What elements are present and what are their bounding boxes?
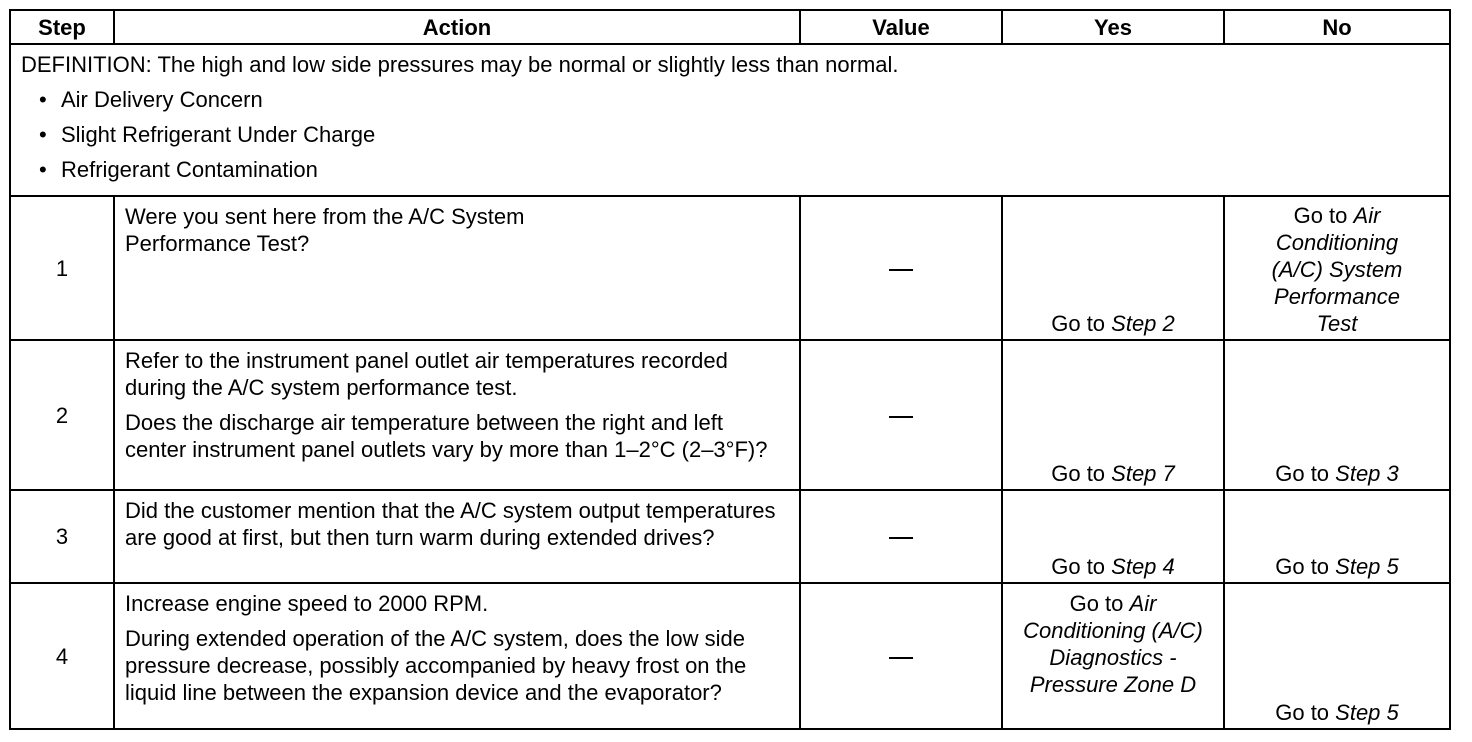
- action-text: Does the discharge air temperature between the right and left center instrument panel outlets vary by more than 1–2°C (2–3°F)?: [125, 410, 768, 462]
- yes-prefix: Go to: [1051, 461, 1112, 486]
- no-cell: [1224, 583, 1450, 729]
- yes-prefix: Go to: [1069, 591, 1130, 616]
- definition-row: [10, 44, 1450, 196]
- table-row: [10, 583, 1450, 729]
- dash-value: [889, 537, 913, 539]
- value-cell: [800, 340, 1002, 490]
- dash-value: [889, 416, 913, 418]
- step-number: 4: [10, 583, 114, 729]
- action-text: During extended operation of the A/C system, does the low side pressure decrease, possibly accompanied by heavy frost on the liquid line between the expansion device and the evaporator?: [125, 626, 747, 705]
- action-text: Increase engine speed to 2000 RPM.: [125, 591, 489, 616]
- header-action: Action: [114, 10, 800, 44]
- table-row: [10, 490, 1450, 583]
- action-cell: [114, 490, 800, 583]
- header-no: No: [1224, 10, 1450, 44]
- dash-value: [889, 657, 913, 659]
- value-cell: [800, 583, 1002, 729]
- yes-link[interactable]: Air Conditioning (A/C) Diagnostics - Pressure Zone D: [1023, 591, 1203, 697]
- value-cell: [800, 196, 1002, 340]
- action-cell: [114, 340, 800, 490]
- table-row: [10, 196, 1450, 340]
- no-prefix: Go to: [1275, 554, 1336, 579]
- definition-text: DEFINITION: The high and low side pressures may be normal or slightly less than normal.: [21, 52, 899, 77]
- action-cell: [114, 196, 800, 340]
- dash-value: [889, 269, 913, 271]
- definition-bullet: • Refrigerant Contamination: [61, 156, 1443, 183]
- no-link[interactable]: Step 5: [1335, 700, 1399, 725]
- no-prefix: Go to: [1275, 461, 1336, 486]
- yes-cell: [1002, 196, 1224, 340]
- yes-link[interactable]: Step 4: [1111, 554, 1175, 579]
- no-cell: [1224, 490, 1450, 583]
- yes-prefix: Go to: [1051, 554, 1112, 579]
- action-text: Refer to the instrument panel outlet air temperatures recorded during the A/C system performance test.: [125, 348, 728, 400]
- definition-bullet: • Air Delivery Concern: [61, 86, 1443, 113]
- header-value: Value: [800, 10, 1002, 44]
- no-prefix: Go to: [1293, 203, 1354, 228]
- no-link[interactable]: Air Conditioning (A/C) System Performance Test: [1271, 203, 1403, 336]
- header-step: Step: [10, 10, 114, 44]
- header-yes: Yes: [1002, 10, 1224, 44]
- action-text: Were you sent here from the A/C System Performance Test?: [125, 204, 525, 256]
- definition-cell: [10, 44, 1450, 196]
- no-prefix: Go to: [1275, 700, 1336, 725]
- no-link[interactable]: Step 5: [1335, 554, 1399, 579]
- step-number: 1: [10, 196, 114, 340]
- table-row: [10, 340, 1450, 490]
- action-text: Did the customer mention that the A/C system output temperatures are good at first, but then turn warm during extended drives?: [125, 498, 776, 550]
- yes-cell: [1002, 583, 1224, 729]
- yes-link[interactable]: Step 2: [1111, 311, 1175, 336]
- definition-bullet: • Slight Refrigerant Under Charge: [61, 121, 1443, 148]
- no-link[interactable]: Step 3: [1335, 461, 1399, 486]
- value-cell: [800, 490, 1002, 583]
- no-cell: [1224, 196, 1450, 340]
- no-cell: [1224, 340, 1450, 490]
- diagnostic-table: [9, 9, 1451, 730]
- yes-link[interactable]: Step 7: [1111, 461, 1175, 486]
- yes-cell: [1002, 340, 1224, 490]
- action-cell: [114, 583, 800, 729]
- header-row: [10, 10, 1450, 44]
- yes-cell: [1002, 490, 1224, 583]
- yes-prefix: Go to: [1051, 311, 1112, 336]
- step-number: 2: [10, 340, 114, 490]
- step-number: 3: [10, 490, 114, 583]
